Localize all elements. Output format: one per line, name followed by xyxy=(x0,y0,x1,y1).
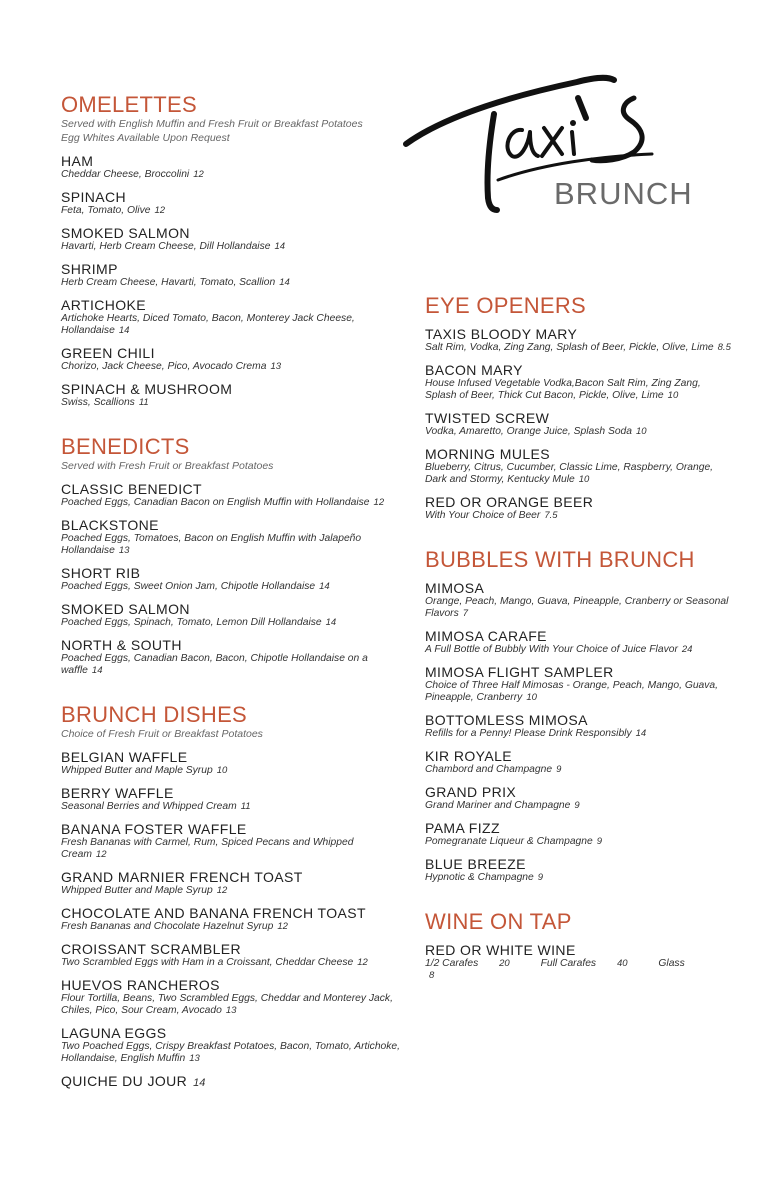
item-name: BELGIAN WAFFLE xyxy=(61,749,188,765)
item-description: Pomegranate Liqueur & Champagne 9 xyxy=(425,836,603,847)
item-name: MORNING MULES xyxy=(425,446,550,462)
menu-item xyxy=(425,856,735,884)
wine-option: Glass 8 xyxy=(429,958,685,981)
menu-item xyxy=(61,517,401,557)
item-description: Fresh Bananas with Carmel, Rum, Spiced Pecans and Whipped Cream 12 xyxy=(61,837,354,860)
menu-item xyxy=(61,381,401,409)
bubbles-list xyxy=(425,580,735,884)
section-title-bubbles: BUBBLES WITH BRUNCH xyxy=(425,547,695,572)
item-name: KIR ROYALE xyxy=(425,748,512,764)
item-description: Swiss, Scallions 11 xyxy=(61,397,149,408)
item-description: Chambord and Champagne 9 xyxy=(425,764,562,775)
wine-section xyxy=(425,910,735,982)
menu-item xyxy=(425,664,735,704)
eye-openers-list xyxy=(425,326,735,522)
item-name: BACON MARY xyxy=(425,362,523,378)
item-price: 12 xyxy=(357,957,368,968)
item-name: TAXIS BLOODY MARY xyxy=(425,326,578,342)
item-description: Flour Tortilla, Beans, Two Scrambled Eggs, Cheddar and Monterey Jack, Chiles, Pico, Sour Cream, Avocado 13 xyxy=(61,993,393,1016)
left-column xyxy=(61,93,401,1091)
menu-item xyxy=(425,362,735,402)
item-price: 9 xyxy=(556,764,562,775)
item-price: 12 xyxy=(193,169,204,180)
item-name: BLACKSTONE xyxy=(61,517,159,533)
menu-item xyxy=(61,869,401,897)
menu-item xyxy=(61,941,401,969)
section-title-eye-openers: EYE OPENERS xyxy=(425,293,587,318)
item-description: Grand Mariner and Champagne 9 xyxy=(425,800,580,811)
brunch-dishes-subtitle: Choice of Fresh Fruit or Breakfast Potatoes xyxy=(61,728,263,740)
brand-subtitle: BRUNCH xyxy=(554,176,693,211)
item-price: 13 xyxy=(270,361,282,372)
menu-item xyxy=(425,494,735,522)
item-description: Two Scrambled Eggs with Ham in a Croissant, Cheddar Cheese 12 xyxy=(61,957,368,968)
item-name: ARTICHOKE xyxy=(61,297,147,313)
item-name: CROISSANT SCRAMBLER xyxy=(61,941,242,957)
item-description: Poached Eggs, Tomatoes, Bacon on English Muffin with Jalapeño Hollandaise 13 xyxy=(61,533,362,556)
logo-dot xyxy=(570,120,576,126)
item-price: 11 xyxy=(240,801,251,812)
item-name: MIMOSA xyxy=(425,580,485,596)
item-description: Havarti, Herb Cream Cheese, Dill Hollandaise 14 xyxy=(61,241,286,252)
omelettes-subtitle-2: Egg Whites Available Upon Request xyxy=(61,132,230,144)
menu-item xyxy=(61,1025,401,1065)
benedicts-list xyxy=(61,481,401,677)
item-price: 7.5 xyxy=(544,510,558,521)
section-title-omelettes: OMELETTES xyxy=(61,92,197,117)
menu-item xyxy=(61,821,401,861)
menu-item xyxy=(425,446,735,486)
item-price: 12 xyxy=(277,921,288,932)
menu-item xyxy=(61,225,401,253)
item-description: Fresh Bananas and Chocolate Hazelnut Syrup 12 xyxy=(61,921,288,932)
item-name: MIMOSA CARAFE xyxy=(425,628,547,644)
omelettes-list xyxy=(61,153,401,409)
item-price: 12 xyxy=(216,885,228,896)
menu-item xyxy=(61,601,401,629)
omelettes-section xyxy=(61,93,401,409)
eye-openers-section xyxy=(425,294,735,522)
item-description: Choice of Three Half Mimosas - Orange, Peach, Mango, Guava, Pineapple, Cranberry 10 xyxy=(425,680,719,703)
item-description: Orange, Peach, Mango, Guava, Pineapple, Cranberry or Seasonal Flavors 7 xyxy=(425,596,729,619)
item-price: 14 xyxy=(91,665,103,676)
item-description: Chorizo, Jack Cheese, Pico, Avocado Crema 13 xyxy=(61,361,282,372)
item-description: Cheddar Cheese, Broccolini 12 xyxy=(61,169,204,180)
menu-item xyxy=(61,565,401,593)
item-price: 14 xyxy=(325,617,337,628)
item-price: 9 xyxy=(574,800,580,811)
brunch-dishes-list xyxy=(61,749,401,1091)
item-description: Poached Eggs, Sweet Onion Jam, Chipotle Hollandaise 14 xyxy=(61,581,330,592)
item-price: 9 xyxy=(537,872,544,883)
item-price: 10 xyxy=(216,765,228,776)
item-name: SHORT RIB xyxy=(61,565,141,581)
item-name: HUEVOS RANCHEROS xyxy=(61,977,220,993)
item-name: TWISTED SCREW xyxy=(425,410,550,426)
menu-item xyxy=(61,481,401,509)
menu-item xyxy=(425,580,735,620)
item-name: RED OR ORANGE BEER xyxy=(425,494,594,510)
item-name: CLASSIC BENEDICT xyxy=(61,481,202,497)
section-title-wine: WINE ON TAP xyxy=(425,909,572,934)
item-description: Vodka, Amaretto, Orange Juice, Splash Soda 10 xyxy=(425,426,647,437)
item-price: 13 xyxy=(118,545,130,556)
menu-item xyxy=(61,977,401,1017)
item-description: Blueberry, Citrus, Cucumber, Classic Lime, Raspberry, Orange, Dark and Stormy, Kentucky Mule 10 xyxy=(425,462,714,485)
menu-item xyxy=(61,189,401,217)
item-name: SPINACH xyxy=(61,189,127,205)
menu-item xyxy=(425,784,735,812)
item-name: SMOKED SALMON xyxy=(61,225,190,241)
item-price: 8.5 xyxy=(717,342,731,353)
item-price: 24 xyxy=(681,644,693,655)
item-description: Herb Cream Cheese, Havarti, Tomato, Scallion 14 xyxy=(61,277,290,288)
item-name: NORTH & SOUTH xyxy=(61,637,182,653)
benedicts-subtitle: Served with Fresh Fruit or Breakfast Potatoes xyxy=(61,460,274,472)
item-description: House Infused Vegetable Vodka,Bacon Salt Rim, Zing Zang, Splash of Beer, Thick Cut Bacon, Pickle, Olive, Lime 10 xyxy=(425,378,701,401)
menu-item xyxy=(61,345,401,373)
item-name: RED OR WHITE WINE xyxy=(425,942,576,958)
item-description: Two Poached Eggs, Crispy Breakfast Potatoes, Bacon, Tomato, Artichoke, Hollandaise, English Muffin 13 xyxy=(61,1041,401,1064)
item-description: A Full Bottle of Bubbly With Your Choice of Juice Flavor 24 xyxy=(425,644,693,655)
item-description: Seasonal Berries and Whipped Cream 11 xyxy=(61,801,251,812)
item-name: BERRY WAFFLE xyxy=(61,785,174,801)
item-name: CHOCOLATE AND BANANA FRENCH TOAST xyxy=(61,905,366,921)
menu-item xyxy=(425,712,735,740)
item-price: 10 xyxy=(526,692,537,703)
item-price: 14 xyxy=(193,1077,206,1089)
menu-item xyxy=(425,820,735,848)
item-price: 14 xyxy=(635,728,647,739)
item-price: 11 xyxy=(138,397,149,408)
right-column xyxy=(425,294,735,982)
item-description: Whipped Butter and Maple Syrup 12 xyxy=(61,885,228,896)
item-name: SHRIMP xyxy=(61,261,118,277)
item-description: Whipped Butter and Maple Syrup 10 xyxy=(61,765,228,776)
menu-item xyxy=(61,905,401,933)
item-price: 10 xyxy=(667,390,679,401)
menu-item xyxy=(61,261,401,289)
item-price: 12 xyxy=(154,205,166,216)
item-description: Refills for a Penny! Please Drink Responsibly 14 xyxy=(425,728,647,739)
item-price: 10 xyxy=(578,474,590,485)
item-name: BOTTOMLESS MIMOSA xyxy=(425,712,588,728)
item-price: 12 xyxy=(95,849,107,860)
menu-item xyxy=(425,748,735,776)
menu-item xyxy=(61,637,401,677)
menu-item xyxy=(61,785,401,813)
wine-option: 1/2 Carafes 20 xyxy=(425,958,510,969)
item-name: LAGUNA EGGS xyxy=(61,1025,167,1041)
item-price: 13 xyxy=(189,1053,200,1064)
item-description: With Your Choice of Beer 7.5 xyxy=(425,510,558,521)
section-title-brunch-dishes: BRUNCH DISHES xyxy=(61,702,248,727)
item-price: 12 xyxy=(373,497,385,508)
brunch-dishes-section xyxy=(61,703,401,1091)
menu-item xyxy=(425,326,735,354)
item-description: Artichoke Hearts, Diced Tomato, Bacon, Monterey Jack Cheese, Hollandaise 14 xyxy=(61,313,355,336)
item-price: 9 xyxy=(596,836,603,847)
item-description: Hypnotic & Champagne 9 xyxy=(425,872,544,883)
menu-item xyxy=(425,410,735,438)
item-price: 14 xyxy=(279,277,290,288)
item-name: BANANA FOSTER WAFFLE xyxy=(61,821,247,837)
menu-item xyxy=(61,297,401,337)
item-name: BLUE BREEZE xyxy=(425,856,526,872)
item-price: 7 xyxy=(462,608,469,619)
item-price: 14 xyxy=(118,325,130,336)
item-name: HAM xyxy=(61,153,94,169)
item-name: QUICHE DU JOUR 14 xyxy=(61,1073,206,1089)
item-name: GREEN CHILI xyxy=(61,345,155,361)
item-description: Poached Eggs, Spinach, Tomato, Lemon Dill Hollandaise 14 xyxy=(61,617,337,628)
omelettes-subtitle-1: Served with English Muffin and Fresh Fruit or Breakfast Potatoes xyxy=(61,118,363,130)
benedicts-section xyxy=(61,435,401,677)
wine-option: Full Carafes 40 xyxy=(540,958,628,969)
menu-item xyxy=(425,942,735,982)
section-title-benedicts: BENEDICTS xyxy=(61,434,190,459)
item-name: SPINACH & MUSHROOM xyxy=(61,381,233,397)
bubbles-section xyxy=(425,548,735,884)
item-price: 13 xyxy=(225,1005,237,1016)
menu-item xyxy=(61,1073,401,1091)
menu-item xyxy=(425,628,735,656)
item-name: PAMA FIZZ xyxy=(425,820,500,836)
item-price: 14 xyxy=(274,241,286,252)
menu-item xyxy=(61,153,401,181)
item-price: 14 xyxy=(319,581,330,592)
item-name: SMOKED SALMON xyxy=(61,601,190,617)
item-description: Feta, Tomato, Olive 12 xyxy=(61,205,166,216)
wine-options xyxy=(425,958,735,982)
item-description: Salt Rim, Vodka, Zing Zang, Splash of Beer, Pickle, Olive, Lime 8.5 xyxy=(425,342,731,353)
item-name: GRAND MARNIER FRENCH TOAST xyxy=(61,869,303,885)
item-name: MIMOSA FLIGHT SAMPLER xyxy=(425,664,614,680)
item-name: GRAND PRIX xyxy=(425,784,517,800)
item-description: Poached Eggs, Canadian Bacon on English Muffin with Hollandaise 12 xyxy=(61,497,385,508)
item-price: 10 xyxy=(636,426,647,437)
item-description: Poached Eggs, Canadian Bacon, Bacon, Chipotle Hollandaise on a waffle 14 xyxy=(61,653,368,676)
menu-item xyxy=(61,749,401,777)
